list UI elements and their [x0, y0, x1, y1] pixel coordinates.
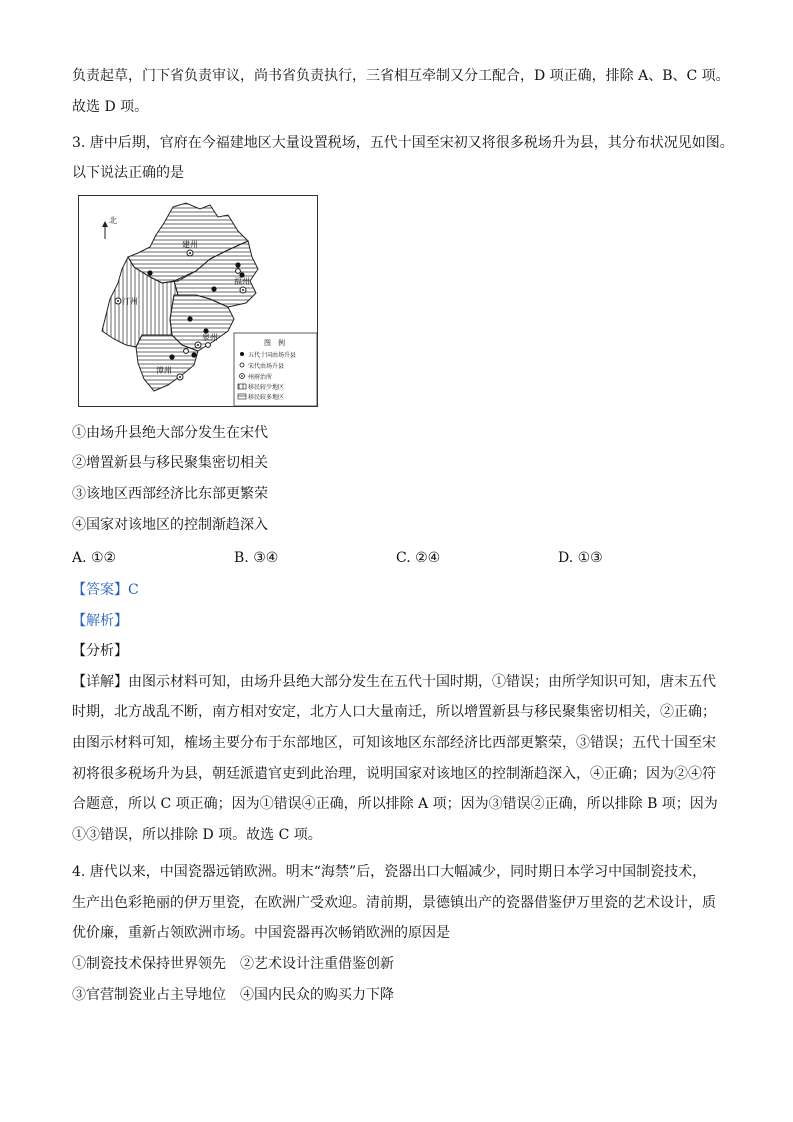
- legend-item-few-migrants: 移民较少地区: [248, 384, 285, 391]
- legend-item-seat: 州府治所: [248, 374, 273, 381]
- north-label: 北: [109, 216, 117, 225]
- option-a: A. ①②: [72, 550, 117, 566]
- question-3-line-2: 以下说法正确的是: [72, 165, 184, 181]
- statement-4: ④国家对该地区的控制渐趋深入: [72, 517, 268, 533]
- detail-line-1: 【详解】由图示材料可知，由场升县绝大部分发生在五代十国时期，①错误；由所学知识可知，唐末五代: [72, 674, 716, 690]
- fenxi-label: 【分析】: [72, 643, 128, 659]
- line-1: 负责起草，门下省负责审议，尚书省负责执行，三省相互牵制又分工配合，D 项正确，排除 A、B、C 项。: [72, 68, 730, 84]
- legend-item-five-dynasties: 五代十国由场升县: [248, 352, 297, 359]
- city-label-zhangzhou: 漳州: [156, 366, 172, 375]
- city-label-jianzhou: 建州: [182, 240, 198, 249]
- analysis-label: 【解析】: [72, 613, 128, 629]
- question-4-statements-2: ③官营制瓷业占主导地位 ④国内民众的购买力下降: [72, 987, 394, 1003]
- option-c: C. ②④: [396, 550, 441, 566]
- legend-item-many-migrants: 移民较多地区: [248, 394, 285, 401]
- question-4-line-1: 4. 唐代以来，中国瓷器远销欧洲。明末“海禁”后，瓷器出口大幅减少，同时期日本学习中国制瓷技术，: [72, 864, 707, 880]
- line-2: 故选 D 项。: [72, 99, 149, 115]
- city-label-tingzhou: 汀州: [122, 297, 138, 306]
- question-3-line-1: 3. 唐中后期，官府在今福建地区大量设置税场，五代十国至宋初又将很多税场升为县，其分布状况见如图。: [72, 135, 734, 151]
- question-4-line-3: 优价廉，重新占领欧洲市场。中国瓷器再次畅销欧洲的原因是: [72, 925, 450, 941]
- legend-title: 图 例: [264, 339, 285, 347]
- statement-1: ①由场升县绝大部分发生在宋代: [72, 425, 268, 441]
- question-4-statements-1: ①制瓷技术保持世界领先 ②艺术设计注重借鉴创新: [72, 956, 394, 972]
- detail-line-3: 由图示材料可知，榷场主要分布于东部地区，可知该地区东部经济比西部更繁荣，③错误；五代十国至宋: [72, 735, 716, 751]
- question-4-line-2: 生产出色彩艳丽的伊万里瓷，在欧洲广受欢迎。清前期，景德镇出产的瓷器借鉴伊万里瓷的艺术设计，质: [72, 895, 716, 911]
- statement-2: ②增置新县与移民聚集密切相关: [72, 455, 268, 471]
- option-b: B. ③④: [234, 550, 279, 566]
- city-label-quanzhou: 泉州: [202, 333, 218, 342]
- fujian-map-figure: [78, 195, 318, 407]
- legend-item-song: 宋代由场升县: [248, 363, 285, 370]
- detail-line-4: 初将很多税场升为县，朝廷派遣官吏到此治理，说明国家对该地区的控制渐趋深入，④正确；因为②④符: [72, 766, 716, 782]
- map-legend: [234, 333, 317, 406]
- statement-3: ③该地区西部经济比东部更繁荣: [72, 486, 268, 502]
- city-label-fuzhou: 福州: [234, 277, 250, 286]
- detail-line-5: 合题意，所以 C 项正确；因为①错误④正确，所以排除 A 项；因为③错误②正确，所以排除 B 项；因为: [72, 796, 718, 812]
- detail-line-6: ①③错误，所以排除 D 项。故选 C 项。: [72, 827, 322, 843]
- answer-line: 【答案】C: [72, 582, 139, 598]
- detail-line-2: 时期，北方战乱不断，南方相对安定，北方人口大量南迁，所以增置新县与移民聚集密切相关，②正确；: [72, 704, 716, 720]
- option-d: D. ①③: [558, 550, 603, 566]
